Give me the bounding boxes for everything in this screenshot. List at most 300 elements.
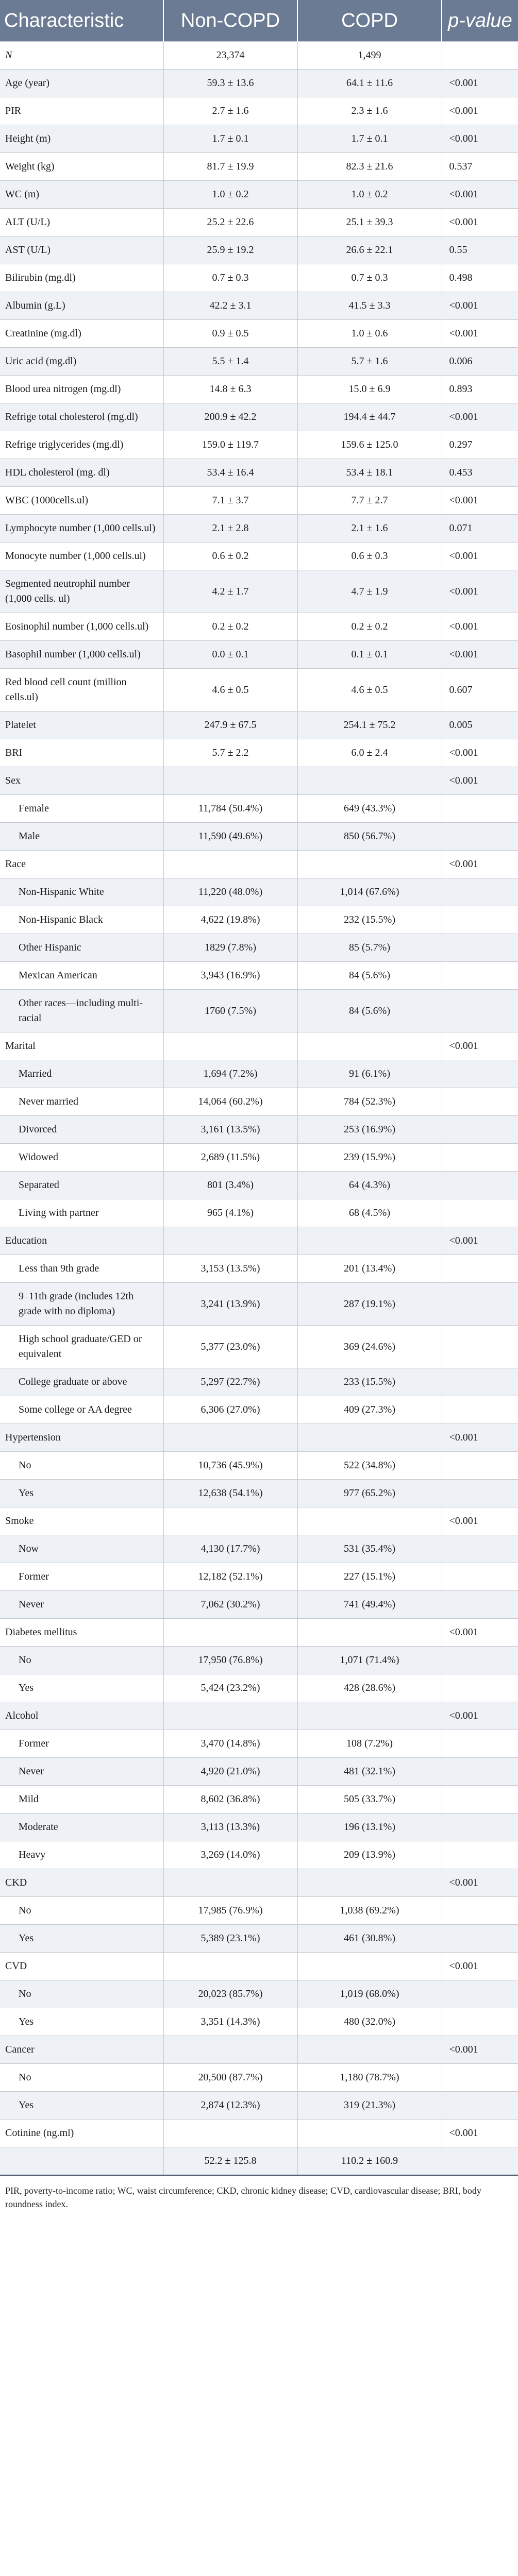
p-value: <0.001 (442, 570, 518, 613)
copd-value: 428 (28.6%) (297, 1674, 442, 1702)
copd-value: 82.3 ± 21.6 (297, 153, 442, 181)
table-row (0, 570, 518, 613)
row-label: Refrige triglycerides (mg.dl) (0, 431, 163, 459)
row-label: Now (0, 1535, 163, 1563)
row-label: Female (0, 795, 163, 823)
table-row (0, 1424, 518, 1452)
non-copd-value: 3,153 (13.5%) (163, 1255, 297, 1283)
p-value: 0.607 (442, 669, 518, 711)
copd-value (297, 1227, 442, 1255)
non-copd-value: 1.7 ± 0.1 (163, 125, 297, 153)
copd-value (297, 1424, 442, 1452)
non-copd-value: 7.1 ± 3.7 (163, 487, 297, 515)
p-value: <0.001 (442, 613, 518, 641)
p-value (442, 1786, 518, 1814)
p-value (442, 1647, 518, 1674)
table-row (0, 1368, 518, 1396)
table-row (0, 153, 518, 181)
table-row (0, 1758, 518, 1786)
p-value (442, 934, 518, 962)
copd-value: 232 (15.5%) (297, 906, 442, 934)
row-label: Yes (0, 2008, 163, 2036)
row-label: Former (0, 1563, 163, 1591)
copd-value: 15.0 ± 6.9 (297, 376, 442, 403)
table-row (0, 613, 518, 641)
p-value (442, 1841, 518, 1869)
header-row (0, 0, 518, 42)
table-row (0, 1702, 518, 1730)
copd-value: 159.6 ± 125.0 (297, 431, 442, 459)
copd-value: 409 (27.3%) (297, 1396, 442, 1424)
table-row (0, 878, 518, 906)
row-label: WBC (1000cells.ul) (0, 487, 163, 515)
non-copd-value: 81.7 ± 19.9 (163, 153, 297, 181)
p-value (442, 990, 518, 1032)
p-value (442, 1674, 518, 1702)
copd-value: 0.2 ± 0.2 (297, 613, 442, 641)
copd-value: 53.4 ± 18.1 (297, 459, 442, 487)
p-value (442, 1980, 518, 2008)
table-row (0, 795, 518, 823)
non-copd-value: 801 (3.4%) (163, 1172, 297, 1199)
row-label: Other Hispanic (0, 934, 163, 962)
row-label: Age (year) (0, 70, 163, 97)
non-copd-value: 5,297 (22.7%) (163, 1368, 297, 1396)
p-value: 0.297 (442, 431, 518, 459)
table-row (0, 348, 518, 376)
p-value: 0.893 (442, 376, 518, 403)
row-label: Widowed (0, 1144, 163, 1172)
copd-value: 201 (13.4%) (297, 1255, 442, 1283)
row-label: College graduate or above (0, 1368, 163, 1396)
non-copd-value (163, 1619, 297, 1647)
table-row (0, 459, 518, 487)
table-row (0, 669, 518, 711)
non-copd-value: 8,602 (36.8%) (163, 1786, 297, 1814)
non-copd-value: 12,182 (52.1%) (163, 1563, 297, 1591)
p-value: <0.001 (442, 739, 518, 767)
row-label: Cotinine (ng.ml) (0, 2120, 163, 2147)
non-copd-value: 3,943 (16.9%) (163, 962, 297, 990)
non-copd-value: 11,590 (49.6%) (163, 823, 297, 851)
p-value (442, 1730, 518, 1758)
p-value: <0.001 (442, 1032, 518, 1060)
p-value (442, 1199, 518, 1227)
table-row (0, 990, 518, 1032)
copd-value: 7.7 ± 2.7 (297, 487, 442, 515)
p-value (442, 1116, 518, 1144)
row-label: Bilirubin (mg.dl) (0, 264, 163, 292)
p-value (442, 1535, 518, 1563)
p-value: <0.001 (442, 1227, 518, 1255)
copd-value: 6.0 ± 2.4 (297, 739, 442, 767)
p-value (442, 1758, 518, 1786)
table-row (0, 1980, 518, 2008)
p-value (442, 1326, 518, 1368)
non-copd-value: 23,374 (163, 42, 297, 70)
non-copd-value: 3,161 (13.5%) (163, 1116, 297, 1144)
non-copd-value: 3,470 (14.8%) (163, 1730, 297, 1758)
p-value (442, 1088, 518, 1116)
table-row (0, 236, 518, 264)
p-value: 0.453 (442, 459, 518, 487)
p-value: <0.001 (442, 292, 518, 320)
table-row (0, 181, 518, 209)
non-copd-value: 2,689 (11.5%) (163, 1144, 297, 1172)
non-copd-value (163, 1227, 297, 1255)
table-row (0, 1199, 518, 1227)
p-value (442, 42, 518, 70)
non-copd-value: 3,269 (14.0%) (163, 1841, 297, 1869)
p-value: <0.001 (442, 2036, 518, 2064)
non-copd-value: 4,622 (19.8%) (163, 906, 297, 934)
table-row (0, 1786, 518, 1814)
row-label: No (0, 1647, 163, 1674)
non-copd-value: 3,241 (13.9%) (163, 1283, 297, 1326)
non-copd-value: 2,874 (12.3%) (163, 2092, 297, 2120)
non-copd-value (163, 1869, 297, 1897)
table-row (0, 823, 518, 851)
table-row (0, 767, 518, 795)
p-value: <0.001 (442, 2120, 518, 2147)
row-label: Some college or AA degree (0, 1396, 163, 1424)
copd-value: 91 (6.1%) (297, 1060, 442, 1088)
row-label: Mild (0, 1786, 163, 1814)
row-label: No (0, 1897, 163, 1925)
copd-value: 85 (5.7%) (297, 934, 442, 962)
copd-value: 2.1 ± 1.6 (297, 515, 442, 543)
row-label: No (0, 1980, 163, 2008)
p-value: 0.005 (442, 711, 518, 739)
non-copd-value: 247.9 ± 67.5 (163, 711, 297, 739)
table-row (0, 906, 518, 934)
non-copd-value: 0.9 ± 0.5 (163, 320, 297, 348)
non-copd-value: 1.0 ± 0.2 (163, 181, 297, 209)
table-row (0, 292, 518, 320)
non-copd-value: 4.2 ± 1.7 (163, 570, 297, 613)
copd-value: 1,014 (67.6%) (297, 878, 442, 906)
table-row (0, 641, 518, 669)
row-label: Blood urea nitrogen (mg.dl) (0, 376, 163, 403)
non-copd-value: 1,694 (7.2%) (163, 1060, 297, 1088)
row-label: Never (0, 1758, 163, 1786)
copd-value: 784 (52.3%) (297, 1088, 442, 1116)
table-row (0, 1283, 518, 1326)
non-copd-value: 14.8 ± 6.3 (163, 376, 297, 403)
non-copd-value: 4,130 (17.7%) (163, 1535, 297, 1563)
p-value: 0.006 (442, 348, 518, 376)
table-row (0, 1116, 518, 1144)
non-copd-value: 5.5 ± 1.4 (163, 348, 297, 376)
p-value: <0.001 (442, 97, 518, 125)
row-label: No (0, 2064, 163, 2092)
non-copd-value: 14,064 (60.2%) (163, 1088, 297, 1116)
copd-value: 0.7 ± 0.3 (297, 264, 442, 292)
non-copd-value: 159.0 ± 119.7 (163, 431, 297, 459)
non-copd-value (163, 1032, 297, 1060)
copd-value: 4.6 ± 0.5 (297, 669, 442, 711)
table-row (0, 70, 518, 97)
p-value (442, 1814, 518, 1841)
row-label: Living with partner (0, 1199, 163, 1227)
row-label: Smoke (0, 1507, 163, 1535)
p-value: <0.001 (442, 403, 518, 431)
non-copd-value: 17,985 (76.9%) (163, 1897, 297, 1925)
p-value (442, 878, 518, 906)
table-row (0, 2147, 518, 2176)
copd-value: 369 (24.6%) (297, 1326, 442, 1368)
non-copd-value: 53.4 ± 16.4 (163, 459, 297, 487)
table-row (0, 1869, 518, 1897)
row-label: No (0, 1452, 163, 1480)
p-value (442, 1480, 518, 1507)
table-row (0, 403, 518, 431)
row-label: Yes (0, 1480, 163, 1507)
p-value: <0.001 (442, 543, 518, 570)
table-row (0, 1730, 518, 1758)
row-label: Separated (0, 1172, 163, 1199)
non-copd-value: 200.9 ± 42.2 (163, 403, 297, 431)
copd-value: 84 (5.6%) (297, 990, 442, 1032)
p-value: <0.001 (442, 487, 518, 515)
row-label: Uric acid (mg.dl) (0, 348, 163, 376)
non-copd-value: 59.3 ± 13.6 (163, 70, 297, 97)
p-value: <0.001 (442, 641, 518, 669)
table-row (0, 962, 518, 990)
copd-value: 1,019 (68.0%) (297, 1980, 442, 2008)
non-copd-value: 0.0 ± 0.1 (163, 641, 297, 669)
p-value (442, 1591, 518, 1619)
copd-value (297, 851, 442, 878)
row-label: Education (0, 1227, 163, 1255)
non-copd-value (163, 1424, 297, 1452)
row-label: Yes (0, 1674, 163, 1702)
p-value: 0.071 (442, 515, 518, 543)
table-row (0, 125, 518, 153)
copd-value (297, 1702, 442, 1730)
copd-value: 850 (56.7%) (297, 823, 442, 851)
row-label: CVD (0, 1953, 163, 1980)
copd-value: 1.0 ± 0.2 (297, 181, 442, 209)
table-footnote: PIR, poverty-to-income ratio; WC, waist circumference; CKD, chronic kidney disease; CVD, cardiovascular disease; BRI, body roundness index. (5, 2185, 481, 2209)
p-value: <0.001 (442, 209, 518, 236)
table-row (0, 1897, 518, 1925)
p-value: <0.001 (442, 125, 518, 153)
non-copd-value: 10,736 (45.9%) (163, 1452, 297, 1480)
copd-value: 531 (35.4%) (297, 1535, 442, 1563)
non-copd-value: 11,220 (48.0%) (163, 878, 297, 906)
row-label: Marital (0, 1032, 163, 1060)
header-characteristic: Characteristic (0, 0, 163, 42)
non-copd-value: 965 (4.1%) (163, 1199, 297, 1227)
copd-value: 1,499 (297, 42, 442, 70)
copd-value: 4.7 ± 1.9 (297, 570, 442, 613)
row-label: Alcohol (0, 1702, 163, 1730)
non-copd-value: 20,023 (85.7%) (163, 1980, 297, 2008)
p-value: <0.001 (442, 70, 518, 97)
table-row (0, 2008, 518, 2036)
row-label: WC (m) (0, 181, 163, 209)
copd-value: 741 (49.4%) (297, 1591, 442, 1619)
non-copd-value: 20,500 (87.7%) (163, 2064, 297, 2092)
copd-value: 64.1 ± 11.6 (297, 70, 442, 97)
copd-value: 461 (30.8%) (297, 1925, 442, 1953)
copd-value (297, 1507, 442, 1535)
table-row (0, 711, 518, 739)
non-copd-value: 5,389 (23.1%) (163, 1925, 297, 1953)
copd-value: 977 (65.2%) (297, 1480, 442, 1507)
non-copd-value: 7,062 (30.2%) (163, 1591, 297, 1619)
table-row (0, 1953, 518, 1980)
row-label: Divorced (0, 1116, 163, 1144)
copd-value: 319 (21.3%) (297, 2092, 442, 2120)
non-copd-value (163, 1507, 297, 1535)
copd-value: 1,038 (69.2%) (297, 1897, 442, 1925)
table-row (0, 1507, 518, 1535)
non-copd-value: 42.2 ± 3.1 (163, 292, 297, 320)
table-row (0, 1396, 518, 1424)
row-label: Mexican American (0, 962, 163, 990)
table-row (0, 1674, 518, 1702)
non-copd-value (163, 2120, 297, 2147)
table-row (0, 1452, 518, 1480)
non-copd-value: 3,113 (13.3%) (163, 1814, 297, 1841)
table-row (0, 1144, 518, 1172)
table-row (0, 209, 518, 236)
p-value: <0.001 (442, 767, 518, 795)
non-copd-value: 3,351 (14.3%) (163, 2008, 297, 2036)
copd-value: 26.6 ± 22.1 (297, 236, 442, 264)
row-label: Former (0, 1730, 163, 1758)
row-label: Married (0, 1060, 163, 1088)
non-copd-value (163, 1953, 297, 1980)
header-non-copd: Non-COPD (163, 0, 297, 42)
copd-value: 84 (5.6%) (297, 962, 442, 990)
row-label: ALT (U/L) (0, 209, 163, 236)
table-header (0, 0, 518, 42)
non-copd-value: 52.2 ± 125.8 (163, 2147, 297, 2176)
row-label: Basophil number (1,000 cells.ul) (0, 641, 163, 669)
table-row (0, 1060, 518, 1088)
row-label: Heavy (0, 1841, 163, 1869)
p-value (442, 2092, 518, 2120)
header-copd: COPD (297, 0, 442, 42)
non-copd-value: 5.7 ± 2.2 (163, 739, 297, 767)
p-value (442, 1060, 518, 1088)
table-row (0, 431, 518, 459)
table-row (0, 320, 518, 348)
row-label: CKD (0, 1869, 163, 1897)
row-label: Other races—including multi-racial (0, 990, 163, 1032)
table-row (0, 1535, 518, 1563)
row-label: Yes (0, 1925, 163, 1953)
p-value (442, 906, 518, 934)
table-row (0, 1326, 518, 1368)
p-value (442, 1368, 518, 1396)
table-row (0, 2036, 518, 2064)
p-value: <0.001 (442, 181, 518, 209)
non-copd-value (163, 2036, 297, 2064)
row-label: HDL cholesterol (mg. dl) (0, 459, 163, 487)
non-copd-value: 1829 (7.8%) (163, 934, 297, 962)
copd-value: 505 (33.7%) (297, 1786, 442, 1814)
row-label: Monocyte number (1,000 cells.ul) (0, 543, 163, 570)
table-row (0, 1814, 518, 1841)
copd-value: 41.5 ± 3.3 (297, 292, 442, 320)
row-label: Creatinine (mg.dl) (0, 320, 163, 348)
p-value (442, 1255, 518, 1283)
row-label: Segmented neutrophil number (1,000 cells. ul) (0, 570, 163, 613)
table-row (0, 1619, 518, 1647)
p-value (442, 1452, 518, 1480)
row-label: Height (m) (0, 125, 163, 153)
copd-value (297, 2036, 442, 2064)
non-copd-value: 2.1 ± 2.8 (163, 515, 297, 543)
row-label: N (0, 42, 163, 70)
copd-value (297, 2120, 442, 2147)
row-label: Eosinophil number (1,000 cells.ul) (0, 613, 163, 641)
non-copd-value: 4,920 (21.0%) (163, 1758, 297, 1786)
table-row (0, 934, 518, 962)
copd-value: 2.3 ± 1.6 (297, 97, 442, 125)
copd-value: 108 (7.2%) (297, 1730, 442, 1758)
row-label: Refrige total cholesterol (mg.dl) (0, 403, 163, 431)
table-row (0, 1032, 518, 1060)
table-row (0, 1563, 518, 1591)
non-copd-value: 1760 (7.5%) (163, 990, 297, 1032)
row-label: Male (0, 823, 163, 851)
p-value: <0.001 (442, 851, 518, 878)
non-copd-value: 11,784 (50.4%) (163, 795, 297, 823)
copd-value: 480 (32.0%) (297, 2008, 442, 2036)
non-copd-value: 6,306 (27.0%) (163, 1396, 297, 1424)
row-label: Diabetes mellitus (0, 1619, 163, 1647)
copd-value: 196 (13.1%) (297, 1814, 442, 1841)
non-copd-value: 2.7 ± 1.6 (163, 97, 297, 125)
table-row (0, 1480, 518, 1507)
table-row (0, 2092, 518, 2120)
p-value (442, 1283, 518, 1326)
copd-value: 239 (15.9%) (297, 1144, 442, 1172)
row-label: Sex (0, 767, 163, 795)
copd-value: 1,180 (78.7%) (297, 2064, 442, 2092)
table-row (0, 376, 518, 403)
p-value (442, 1396, 518, 1424)
table-row (0, 515, 518, 543)
copd-value: 227 (15.1%) (297, 1563, 442, 1591)
row-label: Lymphocyte number (1,000 cells.ul) (0, 515, 163, 543)
p-value (442, 2147, 518, 2176)
row-label: 9–11th grade (includes 12th grade with no diploma) (0, 1283, 163, 1326)
table-row (0, 97, 518, 125)
row-label: Cancer (0, 2036, 163, 2064)
p-value: 0.55 (442, 236, 518, 264)
table-row (0, 739, 518, 767)
copd-value: 68 (4.5%) (297, 1199, 442, 1227)
non-copd-value: 0.6 ± 0.2 (163, 543, 297, 570)
p-value (442, 823, 518, 851)
row-label: PIR (0, 97, 163, 125)
p-value (442, 2008, 518, 2036)
copd-value: 233 (15.5%) (297, 1368, 442, 1396)
copd-value: 209 (13.9%) (297, 1841, 442, 1869)
non-copd-value: 0.7 ± 0.3 (163, 264, 297, 292)
copd-value: 0.1 ± 0.1 (297, 641, 442, 669)
row-label: Race (0, 851, 163, 878)
row-label: Non-Hispanic White (0, 878, 163, 906)
row-label: High school graduate/GED or equivalent (0, 1326, 163, 1368)
row-label: Yes (0, 2092, 163, 2120)
